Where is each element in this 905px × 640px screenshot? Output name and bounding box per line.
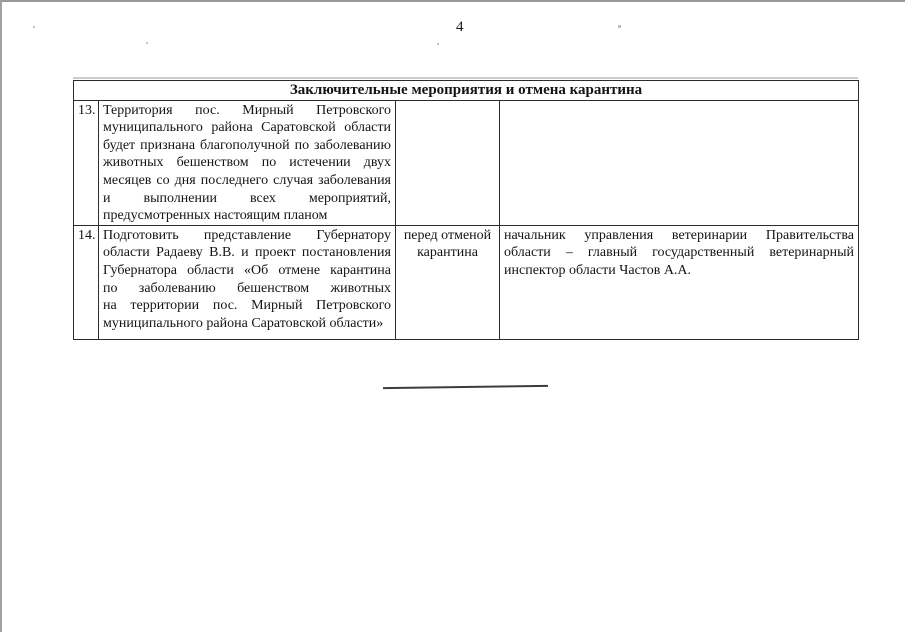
text-line: Подготовить представление Губернатору — [103, 227, 391, 243]
text-line: карантина — [417, 245, 478, 261]
responsible-cell — [500, 225, 859, 339]
scan-edge-top — [0, 0, 905, 2]
row-number: 14. — [78, 227, 96, 243]
row-number-cell — [74, 100, 99, 225]
table-header-row — [74, 81, 859, 101]
text-line: животных бешенством по истечении двух — [103, 155, 391, 171]
text-line: муниципального района Саратовской области» — [103, 315, 384, 331]
text-line: по заболеванию бешенством животных — [103, 280, 391, 296]
text-line: на территории пос. Мирный Петровского — [103, 298, 391, 314]
row-number: 13. — [78, 102, 96, 118]
text-line: и выполнении всех мероприятий, — [103, 190, 391, 206]
text-line: области Радаеву В.В. и проект постановления — [103, 245, 391, 261]
responsible-cell — [500, 100, 859, 225]
text-line: муниципального района Саратовской области — [103, 120, 391, 136]
timing-cell — [396, 225, 500, 339]
page-number: 4 — [456, 19, 464, 35]
text-line: месяцев со дня последнего случая заболевания — [103, 172, 391, 188]
text-line: перед отменой — [403, 227, 492, 243]
table-section-header: Заключительные мероприятия и отмена карантина — [74, 81, 859, 101]
text-line: инспектор области Частов А.А. — [504, 262, 692, 278]
table-row — [74, 225, 859, 339]
scan-edge-left — [0, 0, 2, 632]
measures-table — [73, 80, 859, 340]
measure-cell — [99, 225, 396, 339]
measure-cell — [99, 100, 396, 225]
scan-speck — [618, 25, 621, 28]
row-number-cell — [74, 225, 99, 339]
text-line: начальник управления ветеринарии Правительства — [504, 227, 855, 243]
text-line: области – главный государственный ветеринарный — [504, 245, 855, 261]
text-line: Губернатора области «Об отмене карантина — [103, 262, 391, 278]
scan-smear — [73, 77, 858, 79]
text-line: предусмотренных настоящим планом — [103, 208, 328, 224]
scan-speck — [437, 43, 439, 45]
separator-line — [383, 385, 548, 389]
scan-speck — [146, 42, 148, 44]
timing-cell — [396, 100, 500, 225]
text-line: Территория пос. Мирный Петровского — [103, 102, 391, 118]
scan-speck — [33, 26, 35, 28]
text-line: будет признана благополучной по заболеванию — [103, 137, 391, 153]
table-row — [74, 100, 859, 225]
